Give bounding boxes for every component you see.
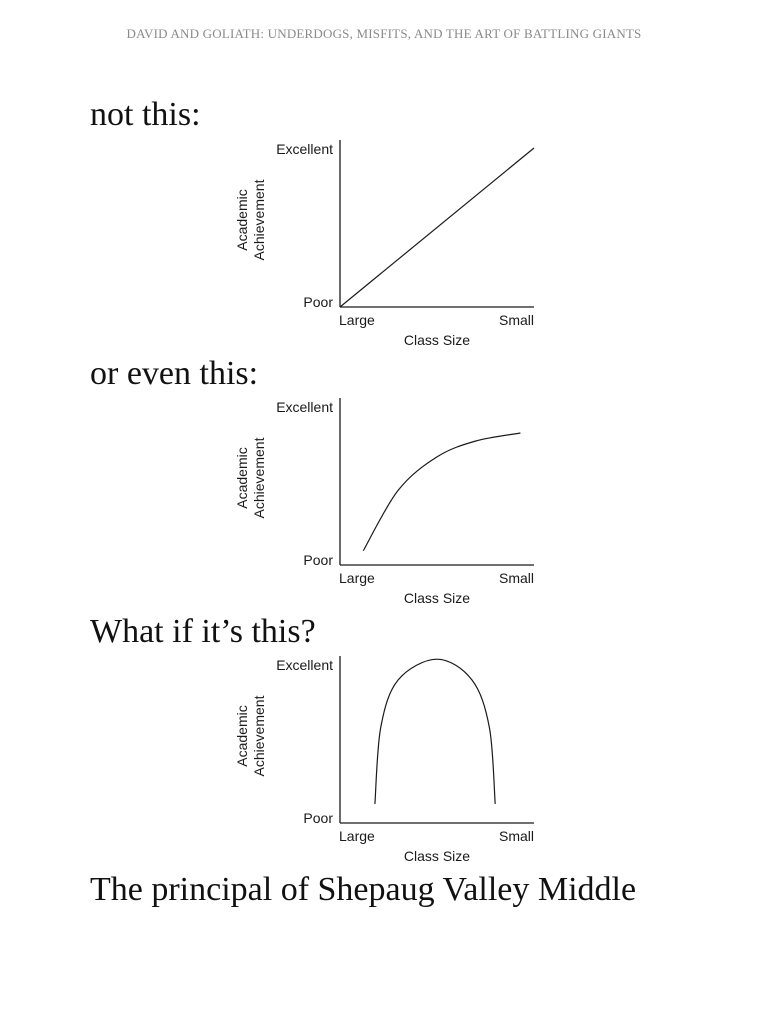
y-axis-title-line1: Academic bbox=[234, 447, 250, 509]
y-axis-title-line1: Academic bbox=[234, 189, 250, 251]
y-tick-label-poor: Poor bbox=[303, 552, 333, 568]
chart-inverted-u-svg bbox=[230, 650, 550, 870]
paragraph-or-even-this: or even this: bbox=[90, 355, 259, 392]
series-line bbox=[340, 148, 534, 307]
y-tick-label-excellent: Excellent bbox=[276, 657, 333, 673]
x-tick-label-small: Small bbox=[498, 828, 534, 844]
x-axis-title: Class Size bbox=[403, 848, 471, 864]
y-tick-label-excellent: Excellent bbox=[276, 399, 333, 415]
chart-concave bbox=[230, 392, 550, 612]
y-axis-title-line2: Achievement bbox=[251, 695, 267, 777]
x-axis-title: Class Size bbox=[403, 590, 471, 606]
paragraph-principal: The principal of Shepaug Valley Middle bbox=[90, 871, 637, 908]
paragraph-what-if-its-this: What if it’s this? bbox=[90, 613, 316, 650]
chart-inverted-u bbox=[230, 650, 550, 870]
x-tick-label-small: Small bbox=[498, 312, 534, 328]
running-header-title: DAVID AND GOLIATH: UNDERDOGS, MISFITS, AND THE ART OF BATTLING GIANTS bbox=[126, 26, 642, 41]
x-tick-label-large: Large bbox=[339, 312, 375, 328]
y-axis-title-line1: Academic bbox=[234, 705, 250, 767]
y-axis-title-line2: Achievement bbox=[251, 179, 267, 261]
y-tick-label-poor: Poor bbox=[303, 810, 333, 826]
y-tick-label-excellent: Excellent bbox=[276, 141, 333, 157]
series-line bbox=[375, 659, 495, 804]
chart-linear bbox=[230, 134, 550, 354]
x-tick-label-large: Large bbox=[339, 570, 375, 586]
x-axis-title: Class Size bbox=[403, 332, 471, 348]
y-tick-label-poor: Poor bbox=[303, 294, 333, 310]
x-tick-label-small: Small bbox=[498, 570, 534, 586]
series-line bbox=[363, 433, 520, 551]
chart-linear-svg bbox=[230, 134, 550, 354]
paragraph-not-this: not this: bbox=[90, 96, 201, 133]
chart-concave-svg bbox=[230, 392, 550, 612]
y-axis-title-line2: Achievement bbox=[251, 437, 267, 519]
x-tick-label-large: Large bbox=[339, 828, 375, 844]
